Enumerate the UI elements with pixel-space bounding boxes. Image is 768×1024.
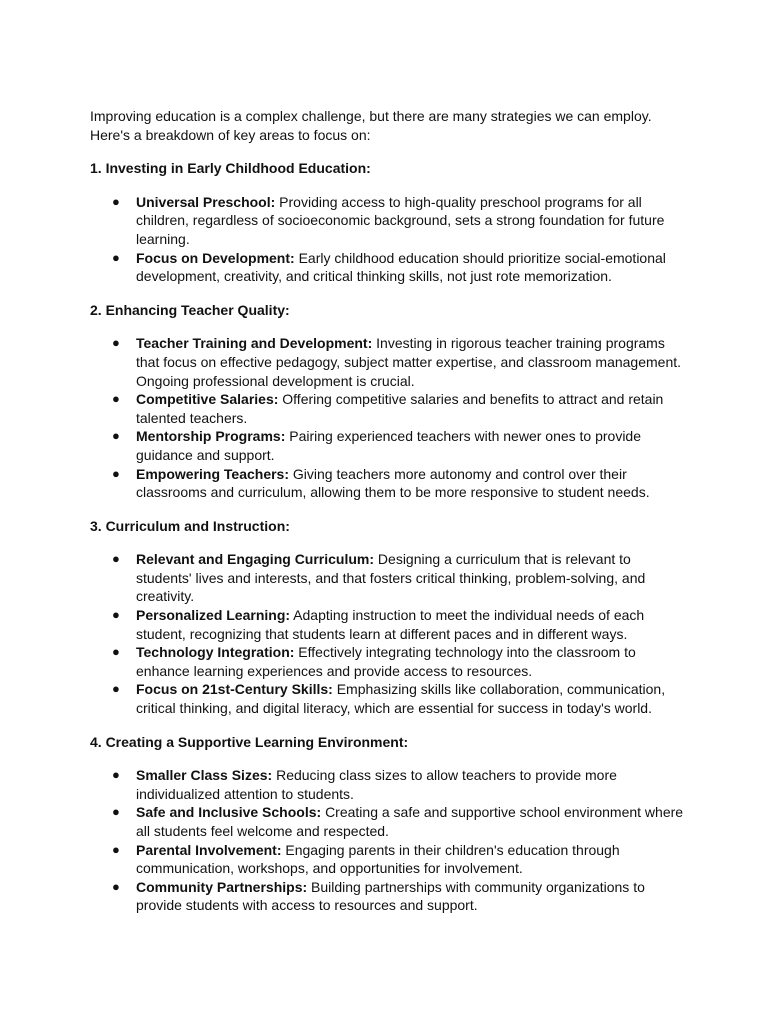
list-item xyxy=(90,193,690,249)
bullet-icon: ● xyxy=(112,193,120,209)
item-term: Teacher Training and Development: xyxy=(136,335,373,352)
section-curriculum xyxy=(90,517,690,718)
bullet-icon: ● xyxy=(112,681,120,697)
list-item xyxy=(90,841,690,878)
bullet-icon: ● xyxy=(112,607,120,623)
bullet-icon: ● xyxy=(112,551,120,567)
item-term: Smaller Class Sizes: xyxy=(136,767,273,784)
bullet-list xyxy=(90,334,690,501)
section-heading: 4. Creating a Supportive Learning Environment: xyxy=(90,733,409,750)
item-term: Mentorship Programs: xyxy=(136,428,286,445)
section-heading: 1. Investing in Early Childhood Education: xyxy=(90,160,371,177)
list-item xyxy=(90,465,690,502)
bullet-icon: ● xyxy=(112,428,120,444)
section-teacher-quality xyxy=(90,301,690,502)
bullet-icon: ● xyxy=(112,644,120,660)
bullet-icon: ● xyxy=(112,335,120,351)
item-text: Investing in rigorous teacher training programs that focus on effective pedagogy, subject matter expertise, and classroom management. Ongoing professional development is crucial. xyxy=(136,335,682,389)
bullet-icon: ● xyxy=(112,767,120,783)
section-early-childhood xyxy=(90,159,690,286)
list-item xyxy=(90,643,690,680)
item-term: Parental Involvement: xyxy=(136,841,282,858)
intro-paragraph: Improving education is a complex challenge, but there are many strategies we can employ. Here's a breakdown of key areas to focus on: xyxy=(90,108,652,143)
item-text: Offering competitive salaries and benefits to attract and retain talented teachers. xyxy=(136,391,664,426)
item-term: Personalized Learning: xyxy=(136,607,291,624)
list-item xyxy=(90,606,690,643)
bullet-icon: ● xyxy=(112,841,120,857)
section-heading: 2. Enhancing Teacher Quality: xyxy=(90,301,290,318)
item-term: Focus on 21st-Century Skills: xyxy=(136,681,333,698)
item-text: Designing a curriculum that is relevant to students' lives and interests, and that fosters critical thinking, problem-solving, and creativity. xyxy=(136,551,646,605)
bullet-icon: ● xyxy=(112,391,120,407)
list-item xyxy=(90,249,690,286)
list-item xyxy=(90,390,690,427)
list-item xyxy=(90,878,690,915)
section-heading: 3. Curriculum and Instruction: xyxy=(90,517,290,534)
item-term: Safe and Inclusive Schools: xyxy=(136,804,322,821)
item-term: Empowering Teachers: xyxy=(136,465,290,482)
list-item xyxy=(90,334,690,390)
list-item xyxy=(90,550,690,606)
list-item xyxy=(90,427,690,464)
item-text: Engaging parents in their children's education through communication, workshops, and opportunities for involvement. xyxy=(136,841,620,877)
item-text: Emphasizing skills like collaboration, communication, critical thinking, and digital literacy, which are essential for success in today's world. xyxy=(136,681,666,717)
item-text: Giving teachers more autonomy and control over their classrooms and curriculum, allowing them to be more responsive to student needs. xyxy=(136,465,650,501)
item-term: Competitive Salaries: xyxy=(136,391,279,408)
bullet-icon: ● xyxy=(112,878,120,894)
list-item xyxy=(90,803,690,840)
item-text: Early childhood education should prioritize social-emotional development, creativity, and critical thinking skills, not just rote memorization. xyxy=(136,249,666,285)
item-text: Providing access to high-quality preschool programs for all children, regardless of socioeconomic background, sets a strong foundation for future learning. xyxy=(136,193,665,247)
bullet-icon: ● xyxy=(112,465,120,481)
bullet-list xyxy=(90,550,690,717)
item-text: Adapting instruction to meet the individual needs of each student, recognizing that students learn at different paces and in different ways. xyxy=(136,607,645,642)
bullet-icon: ● xyxy=(112,249,120,265)
list-item xyxy=(90,680,690,717)
item-text: Reducing class sizes to allow teachers to provide more individualized attention to students. xyxy=(136,767,617,802)
item-term: Community Partnerships: xyxy=(136,878,308,895)
item-text: Building partnerships with community organizations to provide students with access to resources and support. xyxy=(136,878,645,914)
bullet-list xyxy=(90,193,690,286)
item-text: Creating a safe and supportive school environment where all students feel welcome and respected. xyxy=(136,804,684,839)
list-item xyxy=(90,766,690,803)
item-text: Pairing experienced teachers with newer ones to provide guidance and support. xyxy=(136,428,642,463)
section-learning-environment xyxy=(90,733,690,915)
item-text: Effectively integrating technology into the classroom to enhance learning experiences and provide access to resources. xyxy=(136,644,636,679)
bullet-list xyxy=(90,766,690,915)
item-term: Universal Preschool: xyxy=(136,193,276,210)
bullet-icon: ● xyxy=(112,804,120,820)
item-term: Relevant and Engaging Curriculum: xyxy=(136,551,375,568)
document-page xyxy=(90,107,690,930)
item-term: Technology Integration: xyxy=(136,644,295,661)
item-term: Focus on Development: xyxy=(136,249,295,266)
